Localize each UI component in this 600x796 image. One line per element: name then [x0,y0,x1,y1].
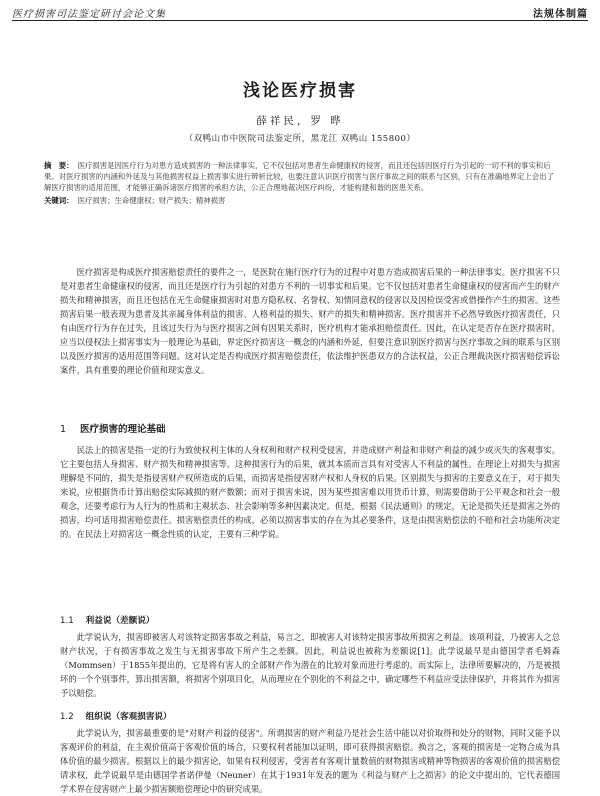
section1-paragraph: 民法上的损害是指一定的行为致使权利主体的人身权利和财产权利受侵害，并造成财产利益和非财产利益的减少或灭失的客观事实。它主要包括人身损害、财产损失和精神损害等。这种损害行为的后果，就其本质而言具有对受害人不利益的属性。在理论上对损失与损害理解是不同的，损失是指侵害财产权所造成的后果，而损害是指侵害财产权和人身权的后果。区别损失与损害的主要意义在于，对于损失来说，应根据货币计算出赔偿实际减损的财产数额；而对于损害来说，因为某些损害难以用货币计算，则需要借助于公平观念和社会一般观念，还要考虑行为人行为的性质和主观状态、社会影响等多种因素决定。但是，根据《民法通则》的规定，无论是损失还是损害之外的损害，均可适用损害赔偿责任。损害赔偿责任的构成，必须以损害事实的存在为其必要条件，这是由损害赔偿法的不赔和社会功能所决定的。在民法上对损害这一概念性质的认定，主要有三种学说。 [60,445,560,539]
running-header [12,4,588,21]
running-header-left: 医疗损害司法鉴定研讨会论文集 [12,9,166,20]
section-number: 1 [60,424,67,435]
section-heading-1 [60,421,166,435]
abstract [44,160,556,193]
paper-authors: 薛祥民，罗 晔 [256,115,344,127]
intro-paragraph: 医疗损害是构成医疗损害赔偿责任的要件之一，是医院在施行医疗行为的过程中对患方造成损害后果的一种法律事实。医疗损害不只是对患者生命健康权的侵害，而且还是医疗行为引起的对患方不利的一切事实和后果。它不仅包括对患者生命健康权的侵害而产生的财产损失和精神损害，而且还包括在无生命健康损害时对患方隐私权、名誉权、知情同意权的侵害以及因检误受害或借操作产生的损害。这些损害后果一般表现为患者及其亲属身体利益的损害、人格利益的损失、财产的损失和精神损害。医疗损害并不必然导致医疗损害责任，只有由医疗行为存在过失，且该过失行为与医疗损害之间有因果关系时，医疗机构才能承担赔偿责任。因此，在认定是否存在医疗损害时，应当以侵权法上损害事实为一般理论为基础，界定医疗损害这一概念的内涵和外延，但要注意识别医疗损害与医疗事故之间的联系与区别以及医疗损害的适用范围等问题。这对认定是否构成医疗损害赔偿责任，依法维护医患双方的合法权益，公正合理裁决医疗损害赔偿诉讼案件，具有重要的理论价值和现实意义。 [60,267,560,375]
paper-title: 浅论医疗损害 [243,81,357,101]
subsection-number: 1.1 [60,616,74,626]
paper-affiliation: （双鸭山市中医院司法鉴定所，黑龙江 双鸭山 155800） [184,134,416,144]
abstract-block [44,160,556,206]
subsection1-paragraph: 此学说认为，损害即被害人对该特定损害事故之利益，易言之，即被害人对该特定损害事故所损害之利益。该项利益，乃被害人之总财产状况，于有损害事故之发生与无损害事故下所产生之差额。因此，利益说也被称为差额说[1]。此学说最早是由德国学者毛姆森（Mommsen）于1855年提出的，它是将有害人的全部财产作为潜在的比较对象而进行考虑的。而实际上，法律所要解决的，乃是被损坏的一个个别事件，算出损害额，将损害个别项目化，从而理应在个别化的不利益之中，确定哪些不利益应受法律保护，并将其作为损害予以赔偿。 [60,632,560,698]
subsection-heading-1-1 [60,614,154,626]
section-title: 医疗损害的理论基础 [80,424,166,435]
subsection2-paragraph: 此学说认为，损害最重要的是"对财产利益的侵害"。所谓损害的财产利益乃是社会生活中能以对价取得和处分的财物，同时又能予以客观评价的利益，在主观价值高于客观价值的场合，只要权利者能加以证明，即可获得损害赔偿。换言之，客观的损害是一定物合成为具体价值的最少损害。根据以上的最少损害论，如果有权利侵害，受害者有客观计量数值的财物损害或精神等物损害的客观价值的损害赔偿请求权，此学说最早是由德国学者诺伊曼（Neuner）在其于1931年发表的题为《利益与财产上之损害》的论文中提出的，它代表德国学术界在侵害财产上最少损害额赔偿理论中的研究成果。 [60,728,560,794]
keywords-text: 医疗损害；生命健康权；财产损失；精神损害 [77,196,226,205]
subsection-heading-1-2 [60,710,172,722]
running-header-right: 法规体制篇 [533,9,588,20]
abstract-label: 摘 要： [44,161,74,170]
subsection-title: 组织说（客观损害说） [85,712,172,722]
keywords [44,195,556,206]
abstract-text: 医疗损害是因医疗行为对患方造成损害的一种法律事实，它不仅包括对患者生命健康权的侵害，而且还包括因医疗行为引起的一切不利的事实和后果。对医疗损害的内涵和外延及与其他损害权益上损害事实进行辨析比较，也要注意认识医疗损害与医疗事故之间的联系与区别，只有在准确地界定上会出了解医疗损害的适用范围，才能够正确诉诸医疗损害的承担方法，公正合理地裁决医疗纠纷，才能构建和谐的医患关系。 [44,161,554,192]
subsection-number: 1.2 [60,712,74,722]
subsection-title: 利益说（差额说） [85,616,155,626]
keywords-label: 关键词： [44,196,74,205]
